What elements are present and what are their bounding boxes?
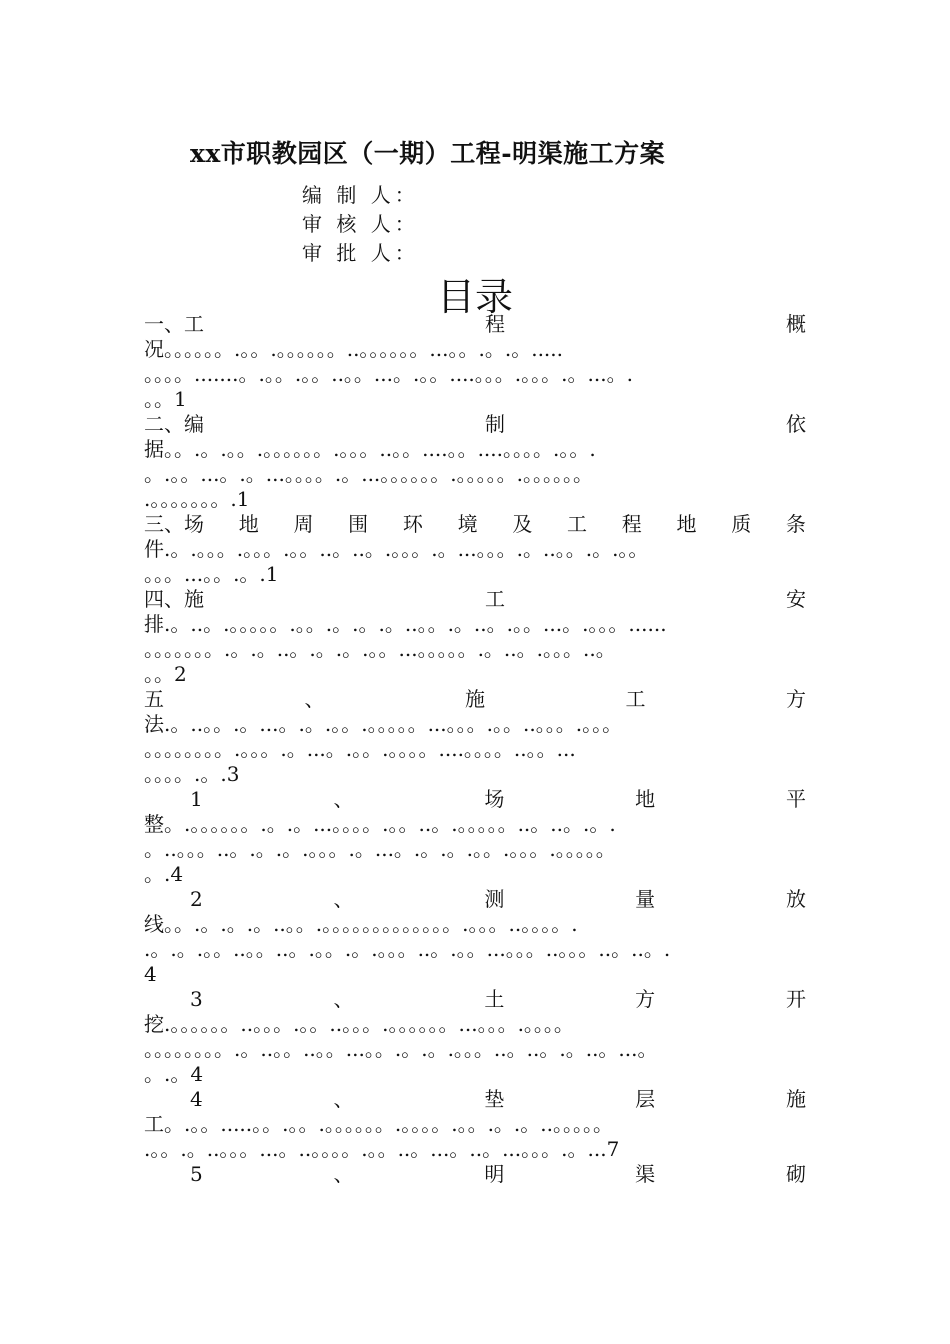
toc-heading-word: 安 bbox=[786, 587, 806, 611]
toc-heading-word: 境 bbox=[457, 512, 478, 536]
toc-heading-word: 依 bbox=[786, 412, 806, 436]
toc-entry-heading bbox=[144, 687, 806, 712]
toc-entry-heading bbox=[144, 787, 806, 812]
toc-heading-word: 砌 bbox=[785, 1162, 806, 1186]
toc-heading-word: 测 bbox=[484, 887, 505, 911]
toc-heading-word: 、 bbox=[333, 1162, 354, 1186]
toc-heading-word: 周 bbox=[293, 512, 314, 536]
toc-entry-leader-line: 件.。.。。。.。。。.。。..。..。.。。。.。...。。。.。..。。.。.。。 bbox=[144, 537, 649, 561]
toc-entry-leader-line: 4 bbox=[144, 962, 157, 986]
toc-heading-word: 质 bbox=[731, 512, 752, 536]
toc-entry-leader-line: 。。。...。。.。.1 bbox=[144, 562, 279, 586]
toc-heading-word: 五 bbox=[144, 687, 164, 711]
toc-entry-leader-line: 。。2 bbox=[144, 662, 187, 686]
toc-heading-word: 概 bbox=[786, 312, 806, 336]
toc-entry-leader-line: 。..。。。..。.。.。.。。。.。...。.。.。.。。.。。。.。。。。。 bbox=[144, 837, 616, 861]
toc-entry-leader-line: 挖.。。。。。。..。。。.。。..。。。.。。。。。。...。。。.。。。。 bbox=[144, 1012, 574, 1036]
toc-heading-word: 工 bbox=[567, 512, 588, 536]
toc-entry-leader-line: 。。。。。。。.。.。..。.。.。.。。...。。。。。.。..。.。。。..。 bbox=[144, 637, 616, 661]
toc-heading-word: 1 bbox=[190, 787, 203, 811]
toc-heading-word: 围 bbox=[348, 512, 369, 536]
toc-entry-heading bbox=[144, 887, 806, 912]
toc-heading-word: 制 bbox=[485, 412, 505, 436]
toc-heading-word: 、 bbox=[333, 787, 354, 811]
toc-entry-leader-line: .。。。。。。。.1 bbox=[144, 487, 250, 511]
toc-entry-leader-line: .。.。.。。..。。..。.。。.。.。。。..。.。。...。。。..。。。..。..。. bbox=[144, 937, 671, 961]
toc-entry-leader-line: 工。.。。.....。。.。。.。。。。。。.。。。。.。。.。.。..。。。。。 bbox=[144, 1112, 614, 1136]
toc-heading-word: 土 bbox=[484, 987, 505, 1011]
toc-heading-word: 开 bbox=[785, 987, 806, 1011]
toc-entry-leader-line: 。。。。。。。。.。。。.。...。.。。.。。。。....。。。。..。。... bbox=[144, 737, 576, 761]
toc-entry-leader-line: 况。。。。。。.。。.。。。。。。..。。。。。。...。。.。.。..... bbox=[144, 337, 564, 361]
toc-heading-word: 3 bbox=[190, 987, 203, 1011]
toc-heading-word: 地 bbox=[676, 512, 697, 536]
toc-heading-word: 明 bbox=[484, 1162, 505, 1186]
toc-entry-heading bbox=[144, 512, 806, 537]
toc-entry-leader-line: 。。。。.。.3 bbox=[144, 762, 240, 786]
toc-heading-word: 5 bbox=[190, 1162, 203, 1186]
toc-entry-leader-line: 。.4 bbox=[144, 862, 184, 886]
toc-heading-word: 环 bbox=[402, 512, 423, 536]
signature-reviewer: 审 核 人： bbox=[302, 212, 419, 236]
toc-heading-word: 程 bbox=[621, 512, 642, 536]
toc-heading-word: 层 bbox=[635, 1087, 656, 1111]
toc-heading-word: 工 bbox=[485, 587, 505, 611]
toc-heading-word: 放 bbox=[785, 887, 806, 911]
toc-heading-word: 、 bbox=[333, 987, 354, 1011]
signature-compiler: 编 制 人： bbox=[302, 183, 419, 207]
toc-heading-word: 三、场 bbox=[144, 512, 204, 536]
toc-entry-leader-line: 线。。.。.。.。..。。.。。。。。。。。。。。。。.。。。..。。。。. bbox=[144, 912, 578, 936]
toc-entry-heading bbox=[144, 1162, 806, 1187]
toc-heading-word: 垫 bbox=[484, 1087, 505, 1111]
toc-heading-word: 2 bbox=[190, 887, 203, 911]
toc-heading-word: 及 bbox=[512, 512, 533, 536]
toc-entry-leader-line: 据。。.。.。。.。。。。。。.。。。..。。....。。....。。。。.。。. bbox=[144, 437, 596, 461]
toc-entry-heading bbox=[144, 987, 806, 1012]
toc-entry-heading bbox=[144, 312, 806, 337]
toc-title: 目录 bbox=[436, 275, 513, 319]
toc-heading-word: 四、施 bbox=[144, 587, 204, 611]
toc-entry-leader-line: 排.。..。.。。。。。.。。.。.。.。..。。.。..。.。。...。.。。。...... bbox=[144, 612, 667, 636]
signature-approver: 审 批 人： bbox=[302, 241, 419, 265]
toc-entry-leader-line: 。。。。。。。。.。..。。..。。...。。.。.。.。。。..。..。.。..。...。 bbox=[144, 1037, 658, 1061]
document-title: xx市职教园区（一期）工程-明渠施工方案 bbox=[190, 139, 666, 168]
toc-entry-leader-line: .。。.。..。。。...。..。。。。.。。..。...。..。...。。。.。...7 bbox=[144, 1137, 620, 1161]
toc-heading-word: 工 bbox=[625, 687, 646, 711]
toc-heading-word: 一、工 bbox=[144, 312, 204, 336]
toc-heading-word: 、 bbox=[333, 887, 354, 911]
toc-heading-word: 方 bbox=[635, 987, 656, 1011]
toc-heading-word: 场 bbox=[484, 787, 505, 811]
toc-heading-word: 、 bbox=[333, 1087, 354, 1111]
toc-heading-word: 条 bbox=[785, 512, 806, 536]
toc-heading-word: 方 bbox=[786, 687, 806, 711]
toc-heading-word: 4 bbox=[190, 1087, 203, 1111]
toc-entry-leader-line: 整。.。。。。。。.。.。...。。。。.。。..。.。。。。。..。..。.。. bbox=[144, 812, 616, 836]
toc-heading-word: 平 bbox=[785, 787, 806, 811]
toc-entry-leader-line: 法.。..。。.。...。.。.。。.。。。。。...。。。.。。..。。。.。。。 bbox=[144, 712, 623, 736]
toc-entry-leader-line: 。。1 bbox=[144, 387, 187, 411]
toc-entry-heading bbox=[144, 1087, 806, 1112]
toc-heading-word: 地 bbox=[238, 512, 259, 536]
toc-heading-word: 施 bbox=[785, 1087, 806, 1111]
toc-heading-word: 地 bbox=[635, 787, 656, 811]
toc-heading-word: 施 bbox=[465, 687, 485, 711]
toc-entry-leader-line: 。.。。...。.。...。。。。.。...。。。。。。.。。。。。.。。。。。。 bbox=[144, 462, 594, 486]
toc-entry-heading bbox=[144, 587, 806, 612]
toc-entry-leader-line: 。.。4 bbox=[144, 1062, 204, 1086]
toc-heading-word: 二、编 bbox=[144, 412, 204, 436]
toc-entry-heading bbox=[144, 412, 806, 437]
toc-heading-word: 、 bbox=[304, 687, 325, 711]
toc-heading-word: 程 bbox=[485, 312, 505, 336]
toc-heading-word: 渠 bbox=[635, 1162, 656, 1186]
toc-heading-word: 量 bbox=[635, 887, 656, 911]
table-of-contents bbox=[144, 312, 806, 1187]
toc-entry-leader-line: 。。。。.......。.。。.。。..。。...。.。。....。。。.。。。.。...。. bbox=[144, 362, 633, 386]
